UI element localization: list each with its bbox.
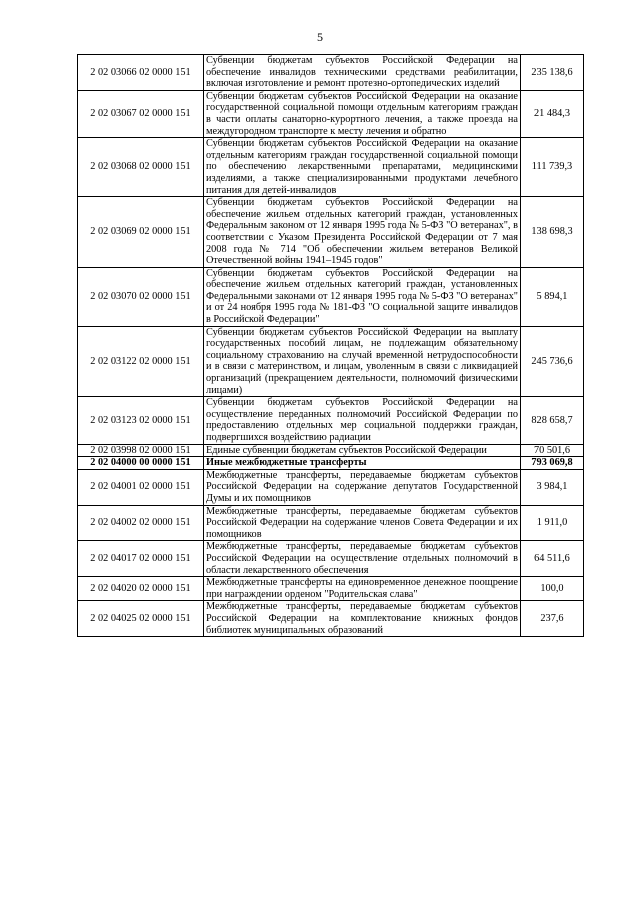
amount-cell: 828 658,7 [521, 397, 584, 444]
description-cell: Иные межбюджетные трансферты [204, 457, 521, 470]
code-cell: 2 02 03069 02 0000 151 [78, 197, 204, 268]
amount-cell: 245 736,6 [521, 326, 584, 397]
amount-cell: 70 501,6 [521, 444, 584, 457]
amount-cell: 21 484,3 [521, 90, 584, 137]
amount-cell: 138 698,3 [521, 197, 584, 268]
description-cell: Субвенции бюджетам субъектов Российской Федерации на выплату государственных пособий лицам, не подлежащим обязательному социальному страхованию на случай временной нетрудоспособности и в связи с материнством, и лицам, уволенным в связи с ликвидацией организаций (прекращением деятельности, полномочий физическими лицами) [204, 326, 521, 397]
table-row [78, 601, 584, 637]
code-cell: 2 02 04017 02 0000 151 [78, 541, 204, 577]
code-cell: 2 02 04002 02 0000 151 [78, 505, 204, 541]
table-row [78, 444, 584, 457]
amount-cell: 3 984,1 [521, 469, 584, 505]
description-cell: Субвенции бюджетам субъектов Российской Федерации на оказание отдельным категориям граждан государственной социальной помощи по обеспечению лекарственными препаратами, медицинскими изделиями, а также специализированными продуктами лечебного питания для детей-инвалидов [204, 138, 521, 197]
budget-revenue-table [77, 54, 584, 637]
table-row [78, 469, 584, 505]
table-row [78, 397, 584, 444]
code-cell: 2 02 03122 02 0000 151 [78, 326, 204, 397]
code-cell: 2 02 03067 02 0000 151 [78, 90, 204, 137]
table-row [78, 326, 584, 397]
table-row [78, 197, 584, 268]
table-row [78, 138, 584, 197]
description-cell: Субвенции бюджетам субъектов Российской Федерации на обеспечение жильем отдельных категорий граждан, установленных Федеральным законом от 12 января 1995 года № 5-ФЗ "О ветеранах", в соответствии с Указом Президента Российской Федерации от 7 мая 2008 года № 714 "Об обеспечении жильем ветеранов Великой Отечественной войны 1941–1945 годов" [204, 197, 521, 268]
table-row [78, 55, 584, 91]
code-cell: 2 02 03070 02 0000 151 [78, 267, 204, 326]
amount-cell: 5 894,1 [521, 267, 584, 326]
code-cell: 2 02 03123 02 0000 151 [78, 397, 204, 444]
amount-cell: 793 069,8 [521, 457, 584, 470]
amount-cell: 1 911,0 [521, 505, 584, 541]
amount-cell: 111 739,3 [521, 138, 584, 197]
description-cell: Субвенции бюджетам субъектов Российской Федерации на осуществление переданных полномочий Российской Федерации по предоставлению отдельных мер социальной поддержки граждан, подвергшихся воздействию радиации [204, 397, 521, 444]
description-cell: Субвенции бюджетам субъектов Российской Федерации на обеспечение инвалидов техническими средствами реабилитации, включая изготовление и ремонт протезно-ортопедических изделий [204, 55, 521, 91]
table-row [78, 577, 584, 601]
description-cell: Единые субвенции бюджетам субъектов Российской Федерации [204, 444, 521, 457]
code-cell: 2 02 04020 02 0000 151 [78, 577, 204, 601]
description-cell: Субвенции бюджетам субъектов Российской Федерации на обеспечение жильем отдельных категорий граждан, установленных Федеральными законами от 12 января 1995 года № 5-ФЗ "О ветеранах" и от 24 ноября 1995 года № 181-ФЗ "О социальной защите инвалидов в Российской Федерации" [204, 267, 521, 326]
table-row [78, 541, 584, 577]
amount-cell: 235 138,6 [521, 55, 584, 91]
description-cell: Субвенции бюджетам субъектов Российской Федерации на оказание государственной социальной помощи отдельным категориям граждан в части оплаты санаторно-курортного лечения, а также проезда на междугородном транспорте к месту лечения и обратно [204, 90, 521, 137]
table-row [78, 90, 584, 137]
description-cell: Межбюджетные трансферты, передаваемые бюджетам субъектов Российской Федерации на осуществление отдельных полномочий в области лекарственного обеспечения [204, 541, 521, 577]
code-cell: 2 02 04000 00 0000 151 [78, 457, 204, 470]
amount-cell: 100,0 [521, 577, 584, 601]
table-row-total [78, 457, 584, 470]
code-cell: 2 02 04025 02 0000 151 [78, 601, 204, 637]
amount-cell: 64 511,6 [521, 541, 584, 577]
page-number: 5 [317, 30, 323, 44]
code-cell: 2 02 03068 02 0000 151 [78, 138, 204, 197]
code-cell: 2 02 03066 02 0000 151 [78, 55, 204, 91]
description-cell: Межбюджетные трансферты, передаваемые бюджетам субъектов Российской Федерации на комплектование книжных фондов библиотек муниципальных образований [204, 601, 521, 637]
table-body [78, 55, 584, 637]
table-row [78, 267, 584, 326]
amount-cell: 237,6 [521, 601, 584, 637]
description-cell: Межбюджетные трансферты, передаваемые бюджетам субъектов Российской Федерации на содержание членов Совета Федерации и их помощников [204, 505, 521, 541]
description-cell: Межбюджетные трансферты на единовременное денежное поощрение при награждении орденом "Родительская слава" [204, 577, 521, 601]
code-cell: 2 02 04001 02 0000 151 [78, 469, 204, 505]
code-cell: 2 02 03998 02 0000 151 [78, 444, 204, 457]
table-row [78, 505, 584, 541]
description-cell: Межбюджетные трансферты, передаваемые бюджетам субъектов Российской Федерации на содержание депутатов Государственной Думы и их помощников [204, 469, 521, 505]
